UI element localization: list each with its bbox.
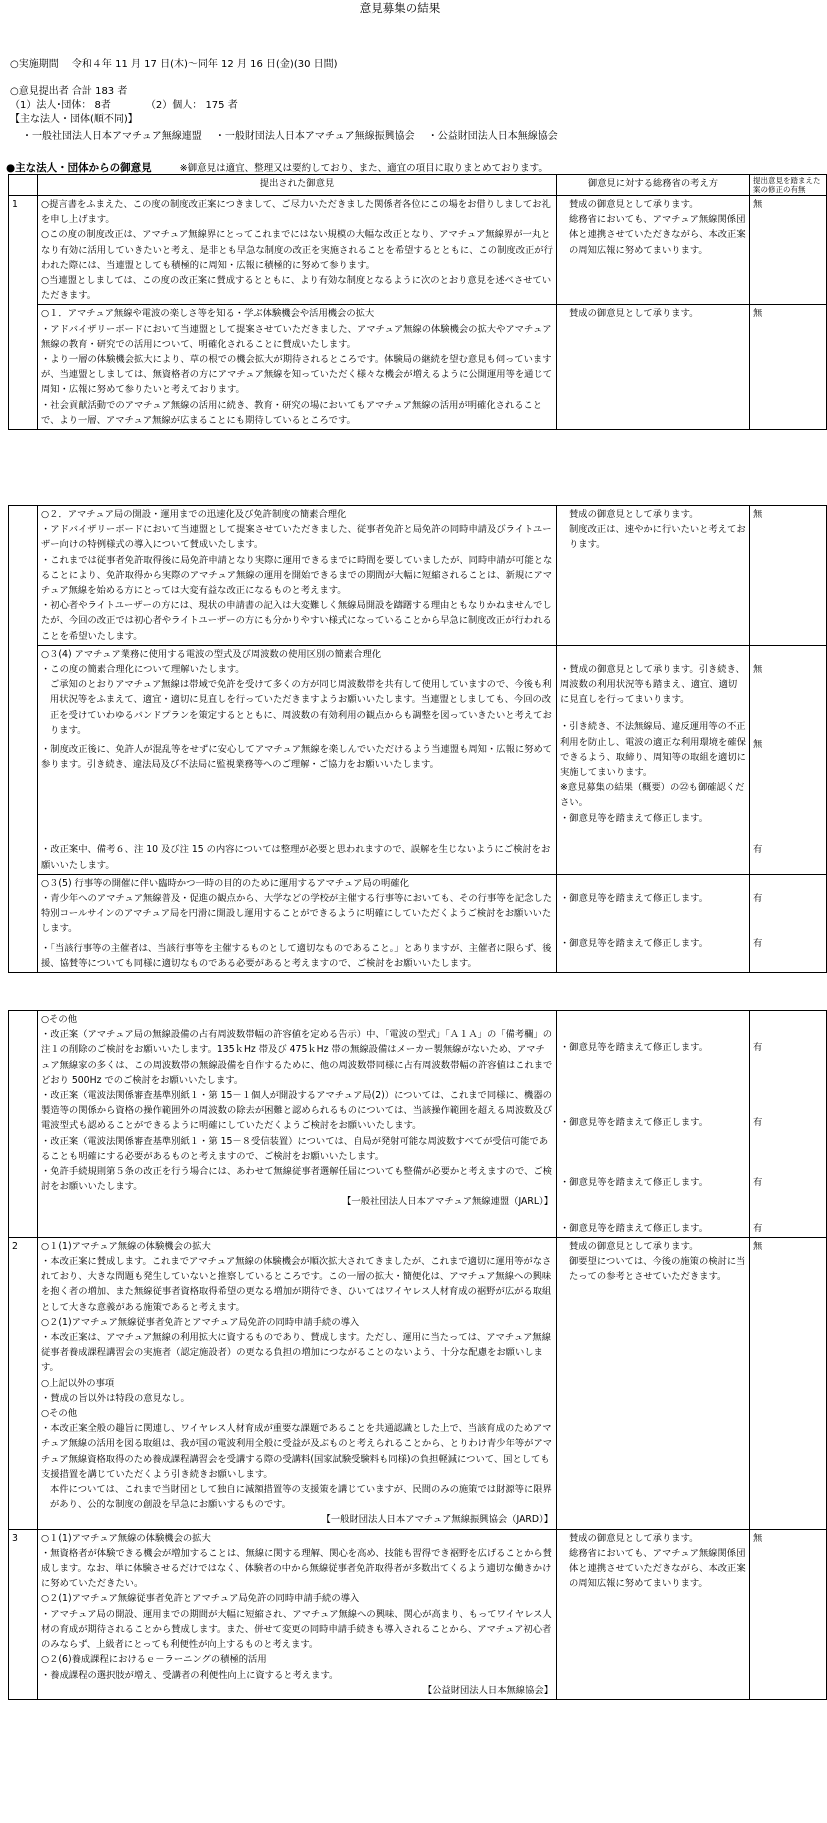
section-heading: [6, 160, 548, 175]
opinion-text: ・「当該行事等の主催者は、当該行事等を主催するものとして適切なものであること。」とありますが、主催者に限らず、後援、協賛等についても同様に適切なものである必要があると考えますので、ご検討をお願いいたします。: [41, 942, 552, 969]
opinion-table-part3: [8, 1010, 827, 1700]
opinion-table-part2: [8, 505, 827, 973]
opinion-text: ○１．アマチュア無線や電波の楽しさ等を知る・学ぶ体験機会や活用機会の拡大: [41, 308, 375, 320]
table-row: [9, 1529, 827, 1699]
revised-flag: 有: [753, 844, 763, 856]
revised-flag: 無: [753, 739, 763, 751]
row-no: 1: [9, 196, 38, 305]
header-opinion: 提出された御意見: [38, 175, 557, 196]
section-title: ●主な法人・団体からの御意見: [6, 162, 152, 174]
opinion-text: ・改正案（アマチュア局の無線設備の占有周波数帯幅の許容値を定める告示）中、「電波の型式」「Ａ１Ａ」の「備考欄」の注１の削除のご検討をお願いいたします。135ｋHz 帯及び 475ｋHz 帯の無線設備はメーカー製無線がないため、アマチュア無線家の多くは、この周波数帯の無線設備を自作するために、他の周波数帯同様に占有周波数帯幅の許容値はこれまでどおり 500Hz でのご検討をお願いいたします。: [41, 1029, 553, 1086]
row-no: 3: [9, 1529, 38, 1699]
ministry-text: 総務省においても、アマチュア無線関係団体と連携させていただきながら、本改正案の周知広報に努めてまいります。: [569, 1547, 746, 1590]
opinion-text: ○上記以外の事項: [41, 1377, 115, 1389]
opinion-text: ・改正案（電波法関係審査基準別紙１・第 15－１個人が開設するアマチュア局(2)）については、これまで同様に、機器の製造等の関係から資格の操作範囲外の周波数の除去が困難と認められるものについては、当該操作範囲を超える周波数及び電波型式も認めることができるように明確にしていただくようご検討をお願いいたします。: [41, 1090, 553, 1132]
period: ○実施期間 令和４年 11 月 17 日(木)～同年 12 月 16 日(金)(30 日間): [10, 59, 338, 70]
opinion-text: ・賛成の旨以外は特段の意見なし。: [41, 1392, 190, 1404]
table-row: [9, 874, 827, 972]
table-row: [9, 506, 827, 646]
revised-flag: 有: [753, 1042, 763, 1053]
revised-flag: 無: [750, 196, 827, 305]
opinion-text: ご承知のとおりアマチュア無線は帯域で免許を受けて多くの方が同じ周波数帯を共有して使用していますので、今後も利用状況等をふまえて、適宜・適切に見直しを行っていただきますようお願いいたします。当連盟としましても、今回の改正を受けていわゆるバンドプランを策定するとともに、周波数の有効利用の観点からも調整を図っていきたいと考えております。: [50, 679, 552, 736]
header-ministry: 御意見に対する総務省の考え方: [557, 175, 750, 196]
opinion-text: ○２．アマチュア局の開設・運用までの迅速化及び免許制度の簡素合理化: [41, 509, 347, 520]
revised-flag: 有: [753, 892, 763, 904]
table-header: [9, 175, 827, 196]
opinion-text: ・本改正案全般の趣旨に関連し、ワイヤレス人材育成が重要な課題であることを共通認識とした上で、当該育成のためアマチュア無線の活用を図る取組は、我が国の電波利用全般に受益が及ぶものと考えられることから、とりわけ青少年等がアマチュア無線資格取得のため養成課程講習会を受講する際の受講料(国家試験受験料も同様)の負担軽減について、国としても支援措置を講じていただくよう引き続きお願いします。: [41, 1423, 553, 1480]
row-no: 2: [9, 1237, 38, 1529]
ministry-text: 総務省においても、アマチュア無線関係団体と連携させていただきながら、本改正案の周知広報に努めてまいります。: [569, 214, 746, 256]
opinion-text: ・制度改正後に、免許人が混乱等をせずに安心してアマチュア無線を楽しんでいただけるよう当連盟も周知・広報に努めて参ります。引き続き、違法局及び不法局に監視業務等へのご理解・ご協力をお願いいたします。: [41, 744, 553, 771]
opinion-text: ・アドバイザリーボードにおいて当連盟として提案させていただきました、従事者免許と局免許の同時申請及びライトユーザー向けの特例様式の導入について賛成いたします。: [41, 524, 552, 551]
ministry-text: ・御意見等を踏まえて修正します。: [560, 1177, 709, 1189]
signature-jra: 【公益財団法人日本無線協会】: [422, 1684, 553, 1696]
opinion-text: ・無資格者が体験できる機会が増加することは、無線に関する理解、関心を高め、技能も習得でき裾野を広げることから賛成します。なお、単に体験させるだけではなく、体験者の中から無線従事者免許取得者が多数出てくるよう適切な働きかけに努めていただきたい。: [41, 1547, 552, 1590]
opinion-text: ・本改正案は、アマチュア無線の利用拡大に資するものであり、賛成します。ただし、運用に当たっては、アマチュア無線従事者養成課程講習会の実施者（認定施設者）の更なる負担の増加につながることのないよう、十分な配慮をお願いします。: [41, 1332, 552, 1374]
opinion-text: ・社会貢献活動でのアマチュア無線の活用に続き、教育・研究の場においてもアマチュア無線の活用が明確化されることで、より一層、アマチュア無線が広まることにも期待しているところです。: [41, 399, 543, 426]
ministry-text: 御要望については、今後の施策の検討に当たっての参考とさせていただきます。: [569, 1256, 746, 1283]
opinion-text: ・この度の簡素合理化について理解いたします。: [41, 664, 245, 676]
ministry-text: 賛成の御意見として承ります。: [569, 1532, 699, 1544]
revised-flag: 無: [750, 1237, 827, 1529]
opinion-text: ○この度の制度改正は、アマチュア無線界にとってこれまでにはない規模の大幅な改正となり、アマチュア無線界が一丸となり有効に活用していきたいと考え、是非とも早急な制度の改正を実施されることを希望するとともに、この制度改正が行われた際には、当連盟としても積極的に周知・広報に積極的に努めて参ります。: [41, 229, 553, 271]
table-row: [9, 645, 827, 874]
opinion-text: ○当連盟としましては、この度の改正案に賛成するとともに、より有効な制度となるように次のとおり意見を述べさせていただきます。: [41, 275, 552, 302]
opinion-text: ○１(1)アマチュア無線の体験機会の拡大: [41, 1240, 211, 1252]
revised-flag: 無: [750, 305, 827, 430]
opinion-text: ○２(1)アマチュア無線従事者免許とアマチュア局免許の同時申請手続の導入: [41, 1593, 360, 1605]
opinion-text: ・改正案中、備考６、注 10 及び注 15 の内容については整理が必要と思われますので、誤解を生じないようにご検討をお願いいたします。: [41, 844, 551, 871]
ministry-text: 賛成の御意見として承ります。: [569, 509, 699, 520]
table-row: [9, 1237, 827, 1529]
ministry-text: 賛成の御意見として承ります。: [569, 308, 699, 320]
main-orgs-heading: 【主な法人・団体(順不同)】: [10, 114, 138, 125]
opinion-text: ○２(1)アマチュア無線従事者免許とアマチュア局免許の同時申請手続の導入: [41, 1316, 360, 1328]
opinion-text: ・これまでは従事者免許取得後に局免許申請となり実際に運用できるまでに時間を要していましたが、同時申請が可能となることにより、免許取得から実際のアマチュア無線の運用を開始できるまでの期間が大幅に短縮されることは、新規にアマチュア無線を始める方にとっては大変有益な改正になるものと考えます。: [41, 554, 553, 597]
revised-flag: 有: [753, 1177, 763, 1189]
header-no: [9, 175, 38, 196]
opinion-text: ・初心者やライトユーザーの方には、現状の申請書の記入は大変難しく無線局開設を躊躇する理由ともなりかねませんでしたが、今回の改正では初心者やライトユーザーの方にも分かりやすい様式になっていることから早急に制度改正が行われることを希望いたします。: [41, 600, 552, 642]
revised-flag: 無: [750, 506, 827, 646]
table-row: [9, 196, 827, 305]
ministry-text: ・御意見等を踏まえて修正します。: [560, 892, 709, 904]
revised-flag: 有: [753, 1222, 763, 1234]
ministry-text: ・御意見等を踏まえて修正します。: [560, 1222, 709, 1234]
signature-jarl: 【一般社団法人日本アマチュア無線連盟（JARL）】: [342, 1196, 553, 1208]
submitters: ○意見提出者 合計 183 者: [10, 86, 128, 97]
opinion-text: ・青少年へのアマチュア無線普及・促進の観点から、大学などの学校が主催する行事等においても、その行事等を記念した特別コールサインのアマチュア局を円滑に開設し運用することができるように明確にしていただくようご検討をお願いいたします。: [41, 893, 553, 935]
opinion-text: ○その他: [41, 1014, 78, 1025]
opinion-text: ○３(4) アマチュア業務に使用する電波の型式及び周波数の使用区別の簡素合理化: [41, 648, 382, 660]
opinion-text: ○２(6)養成課程におけるｅ－ラーニングの積極的活用: [41, 1654, 267, 1666]
opinion-text: ・より一層の体験機会拡大により、草の根での機会拡大が期待されるところです。体験局の継続を望む意見も伺っていますが、当連盟としましては、無資格者の方にアマチュア無線を知っていただく様々な機会が増えるように公開運用等を通じて周知・広報に努めて参りたいと考えております。: [41, 354, 553, 396]
opinion-text: ○３(5) 行事等の開催に伴い臨時かつ一時の目的のために運用するアマチュア局の明確化: [41, 877, 409, 889]
ministry-text: ※意見募集の結果（概要）の㉒も御確認ください。: [560, 782, 745, 809]
ministry-text: 制度改正は、速やかに行いたいと考えております。: [569, 524, 746, 551]
table-row: [9, 1011, 827, 1238]
ministry-text: ・御意見等を踏まえて修正します。: [560, 812, 709, 824]
revised-flag: 有: [753, 1117, 763, 1129]
opinion-text: ・アドバイザリーボードにおいて当連盟として提案させていただきました、アマチュア無線の体験機会の拡大やアマチュア無線の教育・研究での活用について、明確化されることに賛成いたします。: [41, 323, 552, 350]
ministry-text: 賛成の御意見として承ります。: [569, 199, 699, 210]
signature-jard: 【一般財団法人日本アマチュア無線振興協会（JARD）】: [321, 1514, 553, 1526]
opinion-text: ○提言書をふまえた、この度の制度改正案につきまして、ご尽力いただきました関係者各位にこの場をお借りしましてお礼を申し上げます。: [41, 199, 551, 226]
ministry-text: ・御意見等を踏まえて修正します。: [560, 1117, 709, 1129]
ministry-text: ・御意見等を踏まえて修正します。: [560, 1042, 709, 1053]
opinion-text: ○その他: [41, 1408, 78, 1420]
opinion-text: 本件については、これまで当財団として独自に減額措置等の支援策を講じていますが、民間のみの施策では財源等に限界があり、公的な制度の創設を早急にお願いするものです。: [50, 1484, 552, 1511]
page-title: 意見募集の結果: [359, 1, 441, 15]
section-note: ※御意見は適宜、整理又は要約しており、また、適宜の項目に取りまとめております。: [179, 163, 548, 174]
opinion-text: ・免許手続規則第５条の改正を行う場合には、あわせて無線従事者選解任届についても整備が必要かと考えますので、ご検討をお願いいたします。: [41, 1166, 552, 1193]
opinion-text: ・本改正案に賛成します。これまでアマチュア無線の体験機会が順次拡大されてきましたが、これまで適切に運用等がなされており、大きな問題も発生していないと推察しているところです。この一層の拡大・簡便化は、アマチュア無線への興味を抱く者の増加、また無線従事者資格取得希望の更なる増加が期待でき、ひいてはワイヤレス人材育成の裾野が広がる取組として大きな意義がある施策であると考えます。: [41, 1256, 552, 1313]
ministry-text: ・御意見等を踏まえて修正します。: [560, 938, 709, 950]
opinion-table-part1: [8, 174, 827, 430]
table-row: [9, 305, 827, 430]
revised-flag: 無: [753, 663, 763, 675]
ministry-text: ・引き続き、不法無線局、違反運用等の不正利用を防止し、電波の適正な利用環境を確保できるよう、取締り、周知等の取組を適切に実施してまいります。: [560, 721, 746, 779]
opinion-text: ・アマチュア局の開設、運用までの期間が大幅に短縮され、アマチュア無線への興味、関心が高まり、もってワイヤレス人材の育成が期待されることから賛成します。また、併せて変更の同時申請手続きも導入されることから、アマチュア初心者のみならず、上級者にとっても利便性が向上するものと考えます。: [41, 1608, 552, 1651]
ministry-text: ・賛成の御意見として承ります。引き続き、周波数の利用状況等も踏まえ、適宜、適切に見直しを行ってまいります。: [560, 663, 745, 706]
opinion-text: ○１(1)アマチュア無線の体験機会の拡大: [41, 1532, 211, 1544]
revised-flag: 有: [753, 938, 763, 950]
revised-flag: 無: [750, 1529, 827, 1699]
main-orgs: ・一般社団法人日本アマチュア無線連盟 ・一般財団法人日本アマチュア無線振興協会 ・公益財団法人日本無線協会: [22, 131, 558, 142]
opinion-text: ・改正案（電波法関係審査基準別紙１・第 15－８受信装置）については、自局が発射可能な周波数すべてが受信可能であることも明確にする必要があるものと考えますので、ご検討をお願いいたします。: [41, 1135, 549, 1162]
ministry-text: 賛成の御意見として承ります。: [569, 1240, 699, 1252]
breakdown: （1）法人･団体： 8者 （2）個人： 175 者: [10, 100, 238, 111]
header-revised: 提出意見を踏まえた案の修正の有無: [750, 175, 827, 196]
opinion-text: ・養成課程の選択肢が増え、受講者の利便性向上に資すると考えます。: [41, 1669, 339, 1681]
